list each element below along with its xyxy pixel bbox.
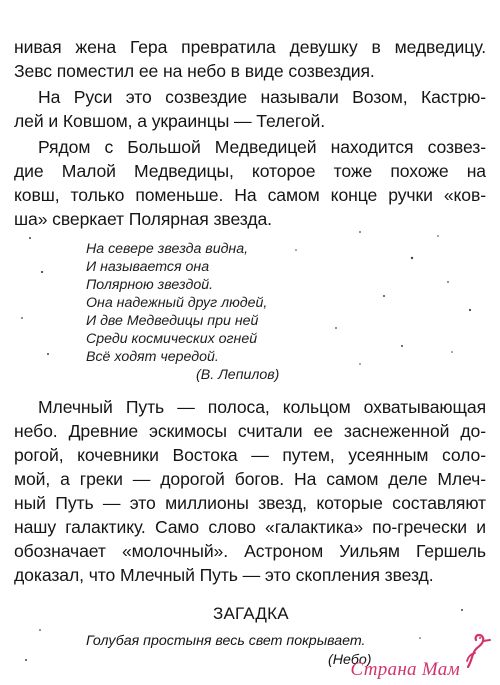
paragraph-4-line-3: рогой, кочевники Востока — путем, усеянным соло-: [14, 445, 486, 465]
paragraph-4-line-5: ный Путь — это миллионы звезд, которые составляют: [14, 493, 486, 513]
paragraph-2-line-2: лей и Ковшом, а украинцы — Телегой.: [14, 111, 326, 131]
poem-line-3: Полярною звездой.: [86, 277, 214, 293]
paragraph-4-line-1: Млечный Путь — полоса, кольцом охватывающая: [38, 397, 486, 417]
poem-line-7: Всё ходят чередой.: [86, 349, 219, 365]
poem-line-6: Среди космических огней: [86, 331, 258, 347]
watermark: [350, 631, 492, 681]
paragraph-2-line-1: На Руси это созвездие называли Возом, Кастрю-: [38, 87, 486, 107]
paragraph-4-line-2: небо. Древние эскимосы считали ее заснеженной до-: [14, 421, 486, 441]
riddle-answer: (Небо): [328, 652, 372, 668]
paragraph-4-line-8: доказал, что Млечный Путь — это скопления звезд.: [14, 565, 434, 585]
paragraph-4-line-4: мой, а греки — дорогой богов. На самом деле Млеч-: [14, 469, 486, 489]
paragraph-4-line-7: обозначает «молочный». Астроном Уильям Гершель: [14, 541, 486, 561]
watermark-text: Страна Мам: [350, 659, 460, 680]
riddle-text: Голубая простыня весь свет покрывает.: [86, 633, 366, 649]
paragraph-3-line-4: ша» сверкает Полярная звезда.: [14, 209, 272, 229]
paragraph-1-line-1: нивая жена Гера превратила девушку в медведицу.: [14, 37, 486, 57]
paragraph-4-line-6: нашу галактику. Само слово «галактика» по-гречески и: [14, 517, 486, 537]
poem-line-1: На севере звезда видна,: [86, 241, 249, 257]
paragraph-3-line-2: дие Малой Медведицы, которое тоже похоже на: [14, 161, 486, 181]
poem-line-2: И называется она: [86, 259, 210, 275]
paragraph-3-line-1: Рядом с Большой Медведицей находится созвез-: [38, 137, 486, 157]
poem-line-4: Она надежный друг людей,: [86, 295, 268, 311]
poem-author: (В. Лепилов): [196, 367, 280, 383]
riddle-title: ЗАГАДКА: [213, 604, 289, 623]
paragraph-1-line-2: Зевс поместил ее на небо в виде созвездия.: [14, 61, 375, 81]
poem-line-5: И две Медведицы при ней: [86, 313, 259, 329]
stork-logo-icon: [462, 631, 492, 671]
paragraph-3-line-3: ковш, только поменьше. На самом конце ручки «ков-: [14, 185, 486, 205]
